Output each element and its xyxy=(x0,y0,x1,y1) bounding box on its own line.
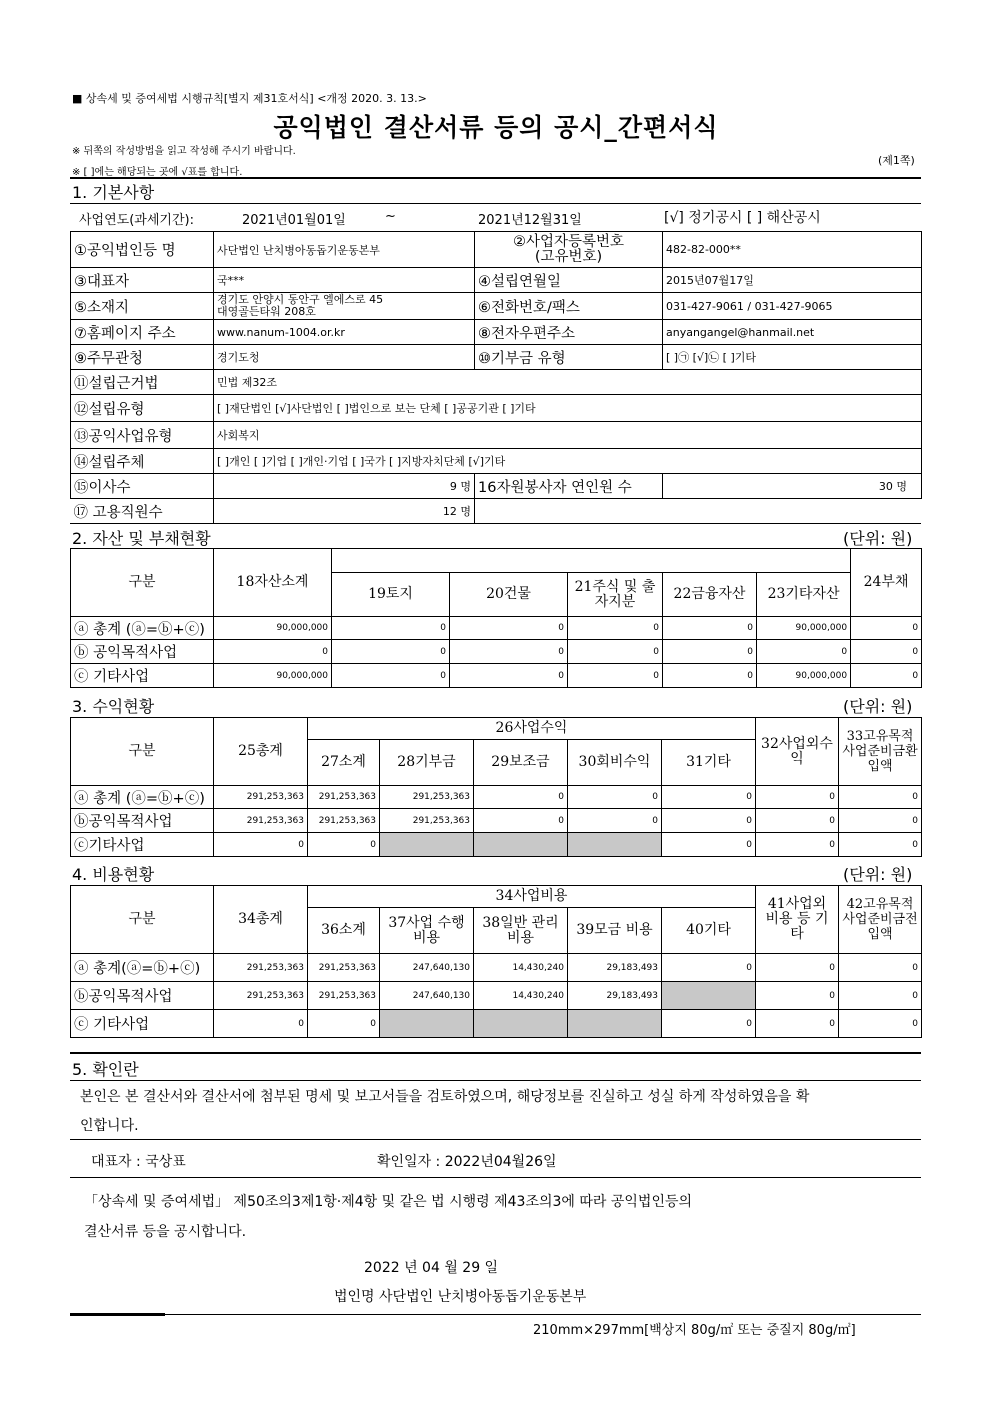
value-directors: 9 명 xyxy=(214,474,475,499)
cell: 0 xyxy=(839,954,922,982)
cell: 0 xyxy=(839,786,922,809)
legal-reference: ■ 상속세 및 증여세법 시행규칙[별지 제31호서식] <개정 2020. 3. 13.> xyxy=(72,92,427,105)
header-subtotal: 27소계 xyxy=(308,740,380,786)
label-donation-type: ⑩기부금 유형 xyxy=(475,345,663,370)
cell: 291,253,363 xyxy=(308,809,380,833)
publication-date: 2022 년 04 월 29 일 xyxy=(364,1260,499,1276)
cell: 0 xyxy=(839,833,922,857)
cell: 291,253,363 xyxy=(214,786,308,809)
header-other: 40기타 xyxy=(662,908,756,954)
table-row xyxy=(71,617,922,640)
label-phone-fax: ⑥전화번호/팩스 xyxy=(475,293,663,320)
cell: 0 xyxy=(450,617,568,640)
value-corp-name: 사단법인 난치병아동돕기운동본부 xyxy=(214,232,475,268)
cell: 291,253,363 xyxy=(308,786,380,809)
value-founding-type: [ ]재단법인 [√]사단법인 [ ]법인으로 보는 단체 [ ]공공기관 [ ]기타 xyxy=(214,395,922,422)
row-label: ⓑ 공익목적사업 xyxy=(71,640,214,664)
period-end: 2021년12월31일 xyxy=(478,213,582,228)
row-label: ⓑ공익목적사업 xyxy=(71,982,214,1010)
label-corp-name: ①공익법인등 명 xyxy=(71,232,214,268)
header-admin-expense: 38일반 관리비용 xyxy=(474,908,568,954)
cell: 90,000,000 xyxy=(757,617,851,640)
value-volunteers: 30 명 xyxy=(663,474,922,499)
cell: 0 xyxy=(450,640,568,664)
section-2-unit: (단위: 원) xyxy=(843,529,913,548)
paper-spec: 210mm×297mm[백상지 80g/㎡ 또는 중질지 80g/㎡] xyxy=(533,1323,856,1338)
cell: 0 xyxy=(662,786,756,809)
cell: 90,000,000 xyxy=(214,617,332,640)
cell: 291,253,363 xyxy=(214,954,308,982)
section-4-unit: (단위: 원) xyxy=(843,865,913,884)
label-founding-date: ④설립연월일 xyxy=(475,268,663,293)
value-donation-type: [ ]㉠ [√]㉡ [ ]기타 xyxy=(663,345,922,370)
cell-shaded xyxy=(380,1010,474,1038)
value-representative: 국*** xyxy=(214,268,475,293)
cell: 0 xyxy=(756,786,839,809)
cell: 29,183,493 xyxy=(568,982,662,1010)
cell: 0 xyxy=(214,833,308,857)
header-gubun: 구분 xyxy=(71,718,214,786)
cell: 0 xyxy=(568,809,662,833)
cell: 0 xyxy=(851,617,922,640)
row-label: ⓐ 총계(ⓐ=ⓑ+ⓒ) xyxy=(71,954,214,982)
basic-info-table xyxy=(70,231,922,523)
cell: 90,000,000 xyxy=(757,664,851,688)
assets-table xyxy=(70,548,922,688)
row-label: ⓐ 총계 (ⓐ=ⓑ+ⓒ) xyxy=(71,786,214,809)
value-founder: [ ]개인 [ ]기업 [ ]개인·기업 [ ]국가 [ ]지방자치단체 [√]기타 xyxy=(214,449,922,474)
label-public-business-type: ⑬공익사업유형 xyxy=(71,422,214,449)
cell: 291,253,363 xyxy=(308,982,380,1010)
cell: 0 xyxy=(839,982,922,1010)
table-row xyxy=(71,1010,922,1038)
period-start: 2021년01월01일 xyxy=(242,213,346,228)
value-authority: 경기도청 xyxy=(214,345,475,370)
label-volunteers: 16자원봉사자 연인원 수 xyxy=(475,474,663,499)
cell-shaded xyxy=(474,1010,568,1038)
label-authority: ⑨주무관청 xyxy=(71,345,214,370)
table-row xyxy=(71,640,922,664)
cell: 0 xyxy=(568,664,663,688)
cell: 0 xyxy=(839,809,922,833)
table-row xyxy=(71,954,922,982)
value-founding-date: 2015년07월17일 xyxy=(663,268,922,293)
cell: 0 xyxy=(756,809,839,833)
section-2-title: 2. 자산 및 부채현황 xyxy=(72,529,211,548)
cell: 0 xyxy=(756,982,839,1010)
cell: 0 xyxy=(663,617,757,640)
cell: 247,640,130 xyxy=(380,954,474,982)
cell: 0 xyxy=(756,954,839,982)
table-row xyxy=(71,833,922,857)
cell: 0 xyxy=(568,640,663,664)
cell: 0 xyxy=(662,1010,756,1038)
cell: 0 xyxy=(663,664,757,688)
header-other-assets: 23기타자산 xyxy=(757,573,851,617)
header-subtotal: 36소계 xyxy=(308,908,380,954)
cell-shaded xyxy=(662,982,756,1010)
header-donations: 28기부금 xyxy=(380,740,474,786)
header-land: 19토지 xyxy=(332,573,450,617)
section-4-title: 4. 비용현황 xyxy=(72,865,155,884)
section-5-title: 5. 확인란 xyxy=(72,1060,139,1079)
table-row xyxy=(71,664,922,688)
table-row xyxy=(71,809,922,833)
row-label: ⓐ 총계 (ⓐ=ⓑ+ⓒ) xyxy=(71,617,214,640)
header-gubun: 구분 xyxy=(71,549,214,617)
cell: 0 xyxy=(308,1010,380,1038)
cell: 0 xyxy=(308,833,380,857)
header-total: 25총계 xyxy=(214,718,308,786)
header-other: 31기타 xyxy=(662,740,756,786)
note-checkmark: ※ [ ]에는 해당되는 곳에 √표를 합니다. xyxy=(72,167,243,178)
cell: 0 xyxy=(756,1010,839,1038)
value-email: anyangangel@hanmail.net xyxy=(663,320,922,345)
header-reserve-reversal: 33고유목적사업준비금환입액 xyxy=(839,718,922,786)
value-homepage: www.nanum-1004.or.kr xyxy=(214,320,475,345)
cell: 247,640,130 xyxy=(380,982,474,1010)
page-title: 공익법인 결산서류 등의 공시_간편서식 xyxy=(273,113,719,142)
cell: 0 xyxy=(662,954,756,982)
cell: 0 xyxy=(756,833,839,857)
cell: 0 xyxy=(662,809,756,833)
cell: 0 xyxy=(568,786,662,809)
header-membership-fees: 30회비수익 xyxy=(568,740,662,786)
header-reserve-transfer: 42고유목적사업준비금전입액 xyxy=(839,886,922,954)
header-fundraising-expense: 39모금 비용 xyxy=(568,908,662,954)
value-business-number: 482-82-000** xyxy=(663,232,922,268)
value-public-business-type: 사회복지 xyxy=(214,422,922,449)
cell: 0 xyxy=(214,640,332,664)
period-tilde: ~ xyxy=(385,209,396,224)
cell: 0 xyxy=(332,617,450,640)
cell: 291,253,363 xyxy=(308,954,380,982)
corporation-name: 법인명 사단법인 난치병아동돕기운동본부 xyxy=(334,1289,587,1305)
cell: 291,253,363 xyxy=(380,786,474,809)
cell: 14,430,240 xyxy=(474,954,568,982)
cell: 291,253,363 xyxy=(214,809,308,833)
disclosure-type: [√] 정기공시 [ ] 해산공시 xyxy=(664,210,821,226)
header-business-revenue: 26사업수익 xyxy=(308,718,756,740)
cell-shaded xyxy=(474,833,568,857)
representative-signature: 대표자 : 국상표 xyxy=(91,1154,186,1170)
cell: 29,183,493 xyxy=(568,954,662,982)
cell-shaded xyxy=(380,833,474,857)
label-founder: ⑭설립주체 xyxy=(71,449,214,474)
row-label: ⓑ공익목적사업 xyxy=(71,809,214,833)
header-liabilities: 24부채 xyxy=(851,549,922,617)
header-total: 34총계 xyxy=(214,886,308,954)
value-employees: 12 명 xyxy=(214,499,475,524)
confirmation-date: 확인일자 : 2022년04월26일 xyxy=(377,1154,557,1170)
label-directors: ⑮이사수 xyxy=(71,474,214,499)
label-representative: ③대표자 xyxy=(71,268,214,293)
cell: 0 xyxy=(663,640,757,664)
cell: 291,253,363 xyxy=(214,982,308,1010)
header-asset-subtotal: 18자산소계 xyxy=(214,549,332,617)
value-address: 경기도 안양시 동안구 엘에스로 45 대영골든타워 208호 xyxy=(214,293,475,320)
row-label: ⓒ기타사업 xyxy=(71,833,214,857)
cell-shaded xyxy=(568,1010,662,1038)
header-stocks: 21주식 및 출자지분 xyxy=(568,573,663,617)
cell-shaded xyxy=(568,833,662,857)
cell: 0 xyxy=(332,664,450,688)
label-business-number: ②사업자등록번호 (고유번호) xyxy=(475,232,663,268)
revenue-table xyxy=(70,717,922,857)
label-legal-basis: ⑪설립근거법 xyxy=(71,370,214,395)
confirmation-text-cont: 인합니다. xyxy=(80,1118,139,1134)
expense-table xyxy=(70,885,922,1038)
header-gubun: 구분 xyxy=(71,886,214,954)
table-row xyxy=(71,786,922,809)
value-phone-fax: 031-427-9061 / 031-427-9065 xyxy=(663,293,922,320)
row-label: ⓒ 기타사업 xyxy=(71,664,214,688)
cell: 0 xyxy=(474,786,568,809)
cell: 0 xyxy=(474,809,568,833)
note-instructions: ※ 뒤쪽의 작성방법을 읽고 작성해 주시기 바랍니다. xyxy=(72,146,296,157)
cell: 90,000,000 xyxy=(214,664,332,688)
value-legal-basis: 민법 제32조 xyxy=(214,370,922,395)
cell: 0 xyxy=(851,640,922,664)
header-subsidies: 29보조금 xyxy=(474,740,568,786)
section-3-unit: (단위: 원) xyxy=(843,697,913,716)
header-building: 20건물 xyxy=(450,573,568,617)
cell: 0 xyxy=(839,1010,922,1038)
cell: 291,253,363 xyxy=(380,809,474,833)
header-business-expense: 34사업비용 xyxy=(308,886,756,908)
section-3-title: 3. 수익현황 xyxy=(72,697,155,716)
label-address: ⑤소재지 xyxy=(71,293,214,320)
cell: 14,430,240 xyxy=(474,982,568,1010)
header-non-business-revenue: 32사업외수익 xyxy=(756,718,839,786)
header-program-expense: 37사업 수행비용 xyxy=(380,908,474,954)
cell: 0 xyxy=(332,640,450,664)
legal-basis-text-cont: 결산서류 등을 공시합니다. xyxy=(84,1224,247,1240)
period-label: 사업연도(과세기간): xyxy=(79,213,194,228)
header-non-business-expense: 41사업외 비용 등 기타 xyxy=(756,886,839,954)
label-founding-type: ⑫설립유형 xyxy=(71,395,214,422)
label-employees: ⑰ 고용직원수 xyxy=(71,499,214,524)
row-label: ⓒ 기타사업 xyxy=(71,1010,214,1038)
cell: 0 xyxy=(662,833,756,857)
cell: 0 xyxy=(214,1010,308,1038)
cell: 0 xyxy=(568,617,663,640)
page-number: (제1쪽) xyxy=(878,154,915,167)
label-homepage: ⑦홈페이지 주소 xyxy=(71,320,214,345)
label-email: ⑧전자우편주소 xyxy=(475,320,663,345)
confirmation-text: 본인은 본 결산서와 결산서에 첨부된 명세 및 보고서들을 검토하였으며, 해당정보를 진실하고 성실 하게 작성하였음을 확 xyxy=(80,1089,810,1105)
table-row xyxy=(71,982,922,1010)
header-financial-assets: 22금융자산 xyxy=(663,573,757,617)
cell: 0 xyxy=(851,664,922,688)
legal-basis-text: 「상속세 및 증여세법」 제50조의3제1항·제4항 및 같은 법 시행령 제43조의3에 따라 공익법인등의 xyxy=(84,1194,693,1210)
cell: 0 xyxy=(757,640,851,664)
section-1-title: 1. 기본사항 xyxy=(72,183,155,202)
cell: 0 xyxy=(450,664,568,688)
